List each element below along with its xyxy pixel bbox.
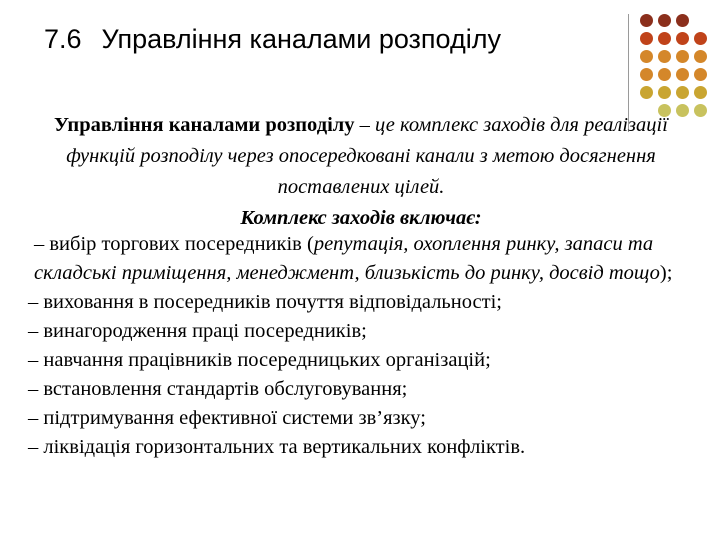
definition-text: – це комплекс заходів для реалізації функцій розподілу через опосередковані канали з метою досягнення поставлених цілей.: [66, 114, 668, 198]
definition-term: Управління каналами розподілу: [54, 114, 355, 136]
list-item-suffix: );: [659, 262, 673, 284]
decorative-dot: [640, 32, 653, 45]
decorative-dot: [694, 104, 707, 117]
decorative-dot: [658, 86, 671, 99]
decorative-dot: [658, 68, 671, 81]
decorative-dot: [640, 50, 653, 63]
decorative-dot: [676, 68, 689, 81]
intro-paragraph: [30, 110, 692, 234]
list-item: – винагородження праці посередників;: [28, 320, 367, 342]
decorative-dot: [694, 68, 707, 81]
decorative-dot: [658, 14, 671, 27]
decorative-dot: [676, 14, 689, 27]
slide-title: [44, 24, 501, 55]
decorative-dot: [694, 50, 707, 63]
decorative-dot: [640, 86, 653, 99]
decorative-dot: [676, 86, 689, 99]
decorative-dot: [658, 32, 671, 45]
list-item-italic-details: репутація, охоплення ринку, запаси та складські приміщення, менеджмент, близькість до ринку, досвід тощо: [34, 233, 660, 284]
measures-list: [28, 230, 696, 462]
measures-heading: Комплекс заходів включає:: [240, 207, 482, 229]
list-item: – встановлення стандартів обслуговування;: [28, 378, 408, 400]
decorative-dot: [658, 50, 671, 63]
slide-title-text: Управління каналами розподілу: [101, 24, 501, 54]
slide-number: 7.6: [44, 24, 82, 54]
decorative-dot: [694, 32, 707, 45]
list-item: – навчання працівників посередницьких організацій;: [28, 349, 491, 371]
decorative-dot: [640, 68, 653, 81]
list-item-first: [28, 230, 696, 288]
decorative-dot: [676, 50, 689, 63]
decorative-dot: [676, 32, 689, 45]
list-item: – підтримування ефективної системи зв’язку;: [28, 407, 426, 429]
list-item-prefix: – вибір торгових посередників (: [34, 233, 314, 255]
decorative-dot: [640, 14, 653, 27]
decorative-dot: [694, 86, 707, 99]
list-item: – ліквідація горизонтальних та вертикальних конфліктів.: [28, 436, 526, 458]
list-item: – виховання в посередників почуття відповідальності;: [28, 291, 502, 313]
